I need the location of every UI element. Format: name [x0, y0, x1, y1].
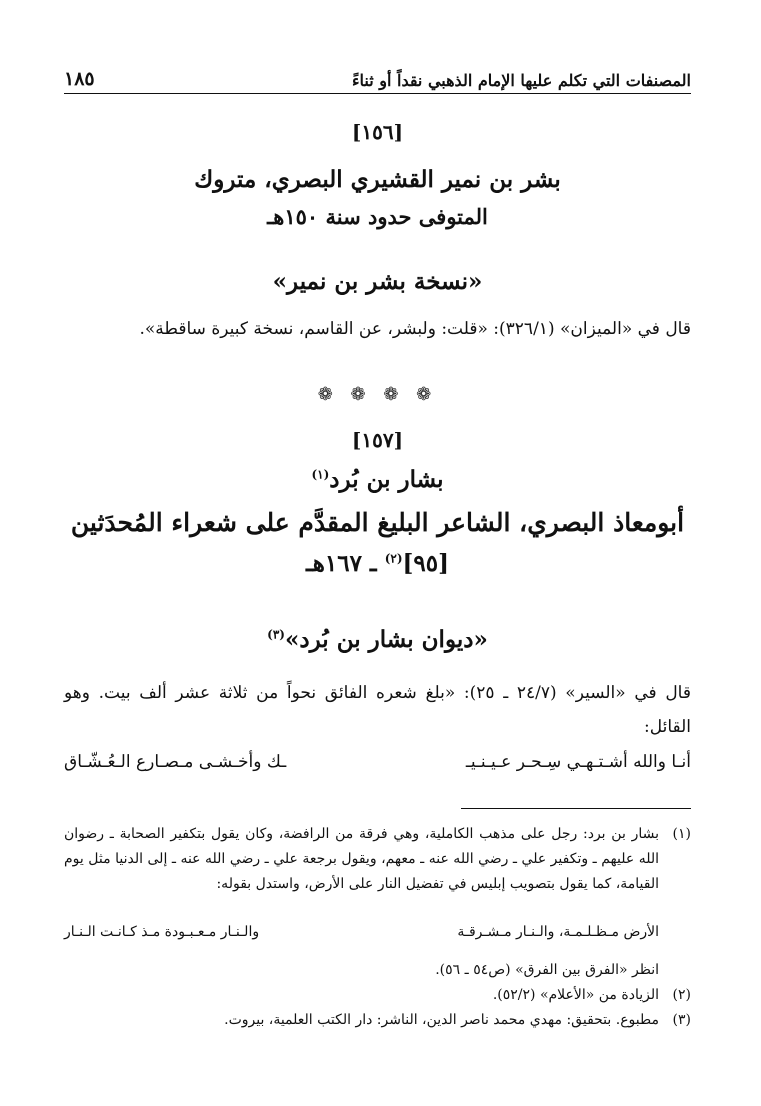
footnote-3-text: مطبوع. بتحقيق: مهدي محمد ناصر الدين، الناشر: دار الكتب العلمية، بيروت. [224, 1012, 659, 1028]
footnote-1-text-after: انظر «الفرق بين الفرق» (ص٥٤ ـ ٥٦). [435, 962, 659, 978]
header-rule [64, 93, 691, 94]
entry-156-work-title: «نسخة بشر بن نمير» [272, 268, 483, 295]
footnote-verse-second-hemistich: والـنـار مـعـبـودة مـذ كـانـت الـنـار [64, 924, 260, 940]
entry-156-number: [١٥٦] [351, 120, 404, 144]
verse-second-hemistich: ـك وأخـشـى مـصـارع الـعُـشّـاق [64, 752, 287, 772]
entry-157-birth-year: [٩٥] [402, 550, 450, 577]
running-header [64, 56, 691, 90]
entry-157-name [64, 466, 691, 493]
footnote-3 [64, 1008, 691, 1033]
footnote-1-text: بشار بن برد: رجل على مذهب الكاملية، وهي فرقة من الرافضة، وكان يقول بتكفير الصحابة ـ رضوان الله عليهم ـ وتكفير علي ـ رضي الله عنه ـ معهم، ويقول برجعة علي ـ رضي الله عنه ـ إلى الدنيا مثل يوم القيامة، كما يقول بتصويب إبليس في تفضيل النار على الأرض، واستدل بقوله: [64, 826, 659, 892]
footnote-1-verse [64, 924, 659, 948]
entry-156-title-line1: بشر بن نمير القشيري البصري، متروك [194, 166, 561, 193]
verse-first-hemistich: أنـا والله أشـتـهـي سِـحـر عـيـنـيـ [465, 752, 691, 772]
entry-156-paragraph: قال في «الميزان» (٣٢٦/١): «قلت: ولبشر، عن القاسم، نسخة كبيرة ساقطة». [139, 319, 691, 339]
entry-157-name-text: بشار بن بُرد [329, 466, 444, 493]
footnote-2-text: الزيادة من «الأعلام» (٥٢/٢). [492, 987, 659, 1003]
entry-157-work-title [64, 626, 691, 653]
footnote-1 [64, 822, 691, 897]
entry-157-dates [64, 550, 691, 577]
footnote-ref-3: (٣) [267, 627, 285, 642]
footnote-rule [461, 808, 691, 809]
section-separator: ❁ ❁ ❁ ❁ [317, 384, 438, 405]
footnote-ref-1: (١) [311, 467, 330, 482]
entry-157-paragraph: قال في «السير» (٢٤/٧ ـ ٢٥): «بلغ شعره الفائق نحواً من ثلاثة عشر ألف بيت. وهو القائل: [64, 683, 691, 737]
page-number: ١٨٥ [64, 68, 95, 90]
footnote-ref-2: (٢) [384, 551, 403, 566]
entry-157-verse [64, 752, 691, 788]
footnote-2 [64, 983, 691, 1008]
entry-157-death-year: ـ ١٦٧هـ [305, 550, 385, 577]
footnote-1-marker: (١) [672, 826, 691, 842]
running-title: المصنفات التي تكلم عليها الإمام الذهبي نقداً أو ثناءً [352, 71, 691, 90]
entry-156-title-line2: المتوفى حدود سنة ١٥٠هـ [267, 204, 488, 229]
entry-157-work-title-text: «ديوان بشار بن بُرد» [284, 626, 488, 653]
footnote-3-marker: (٣) [672, 1012, 691, 1028]
entry-157-number: [١٥٧] [351, 428, 404, 452]
footnote-2-marker: (٢) [672, 987, 691, 1003]
footnote-1-reference [64, 958, 691, 983]
entry-157-title-line: أبومعاذ البصري، الشاعر البليغ المقدَّم على شعراء المُحدَثين [70, 508, 685, 537]
footnote-verse-first-hemistich: الأرض مـظـلـمـة، والـنـار مـشـرقـة [457, 924, 659, 940]
